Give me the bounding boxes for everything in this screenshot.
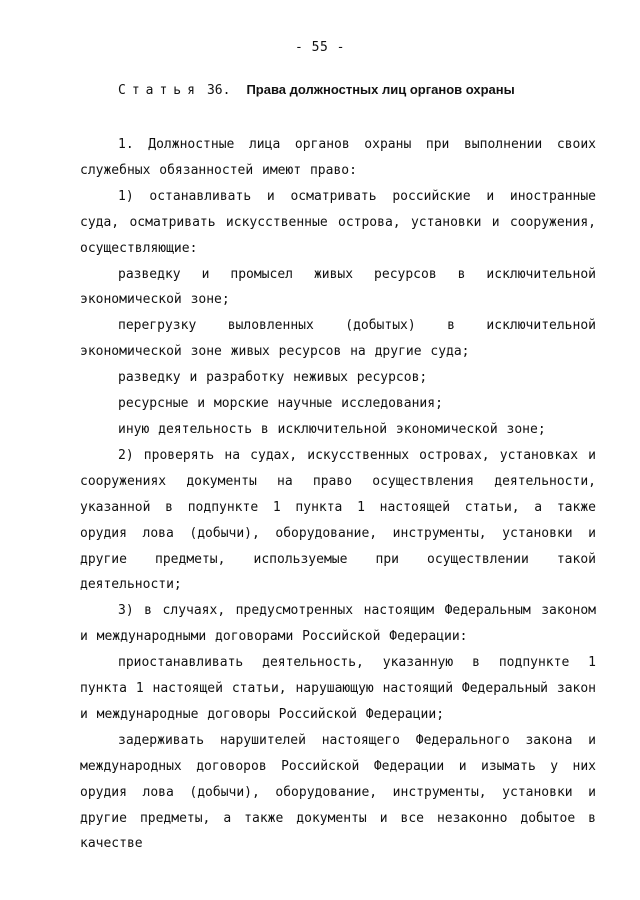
paragraph: ресурсные и морские научные исследования; [118,396,443,412]
article-label: Статья [118,83,201,98]
article-title: Права должностных лиц органов охраны [246,82,515,97]
page-number: - 55 - [295,40,345,55]
paragraph: задерживать нарушителей настоящего Федерального закона и международных договоров Российской Федерации и изымать у них орудия лова (добычи), оборудование, инструменты, установки и другие предметы, а также документы и все незаконно добытое в качестве [80,732,596,852]
paragraph: разведку и разработку неживых ресурсов; [118,370,428,386]
article-heading [118,82,515,98]
paragraph: разведку и промысел живых ресурсов в исключительной экономической зоне; [80,266,596,308]
article-body [80,132,596,857]
paragraph: приостанавливать деятельность, указанную в подпункте 1 пункта 1 настоящей статьи, нарушающую настоящий Федеральный закон и международные договоры Российской Федерации; [80,655,596,722]
paragraph: 1. Должностные лица органов охраны при выполнении своих служебных обязанностей имеют право: [80,137,596,178]
paragraph: иную деятельность в исключительной экономической зоне; [118,421,546,437]
paragraph: перегрузку выловленных (добытых) в исключительной экономической зоне живых ресурсов на другие суда; [80,318,596,360]
paragraph: 1) останавливать и осматривать российские и иностранные суда, осматривать искусственные острова, установки и сооружения, осуществляющие: [80,188,596,256]
paragraph: 2) проверять на судах, искусственных островах, установках и сооружениях документы на право осуществления деятельности, указанной в подпункте 1 пункта 1 настоящей статьи, а также орудия лова (добычи), оборудование, инструменты, установки и другие предметы, используемые при осуществлении такой деятельности; [80,447,596,593]
paragraph: 3) в случаях, предусмотренных настоящим Федеральным законом и международными договорами Российской Федерации: [80,603,596,645]
article-number: 36. [206,83,231,98]
